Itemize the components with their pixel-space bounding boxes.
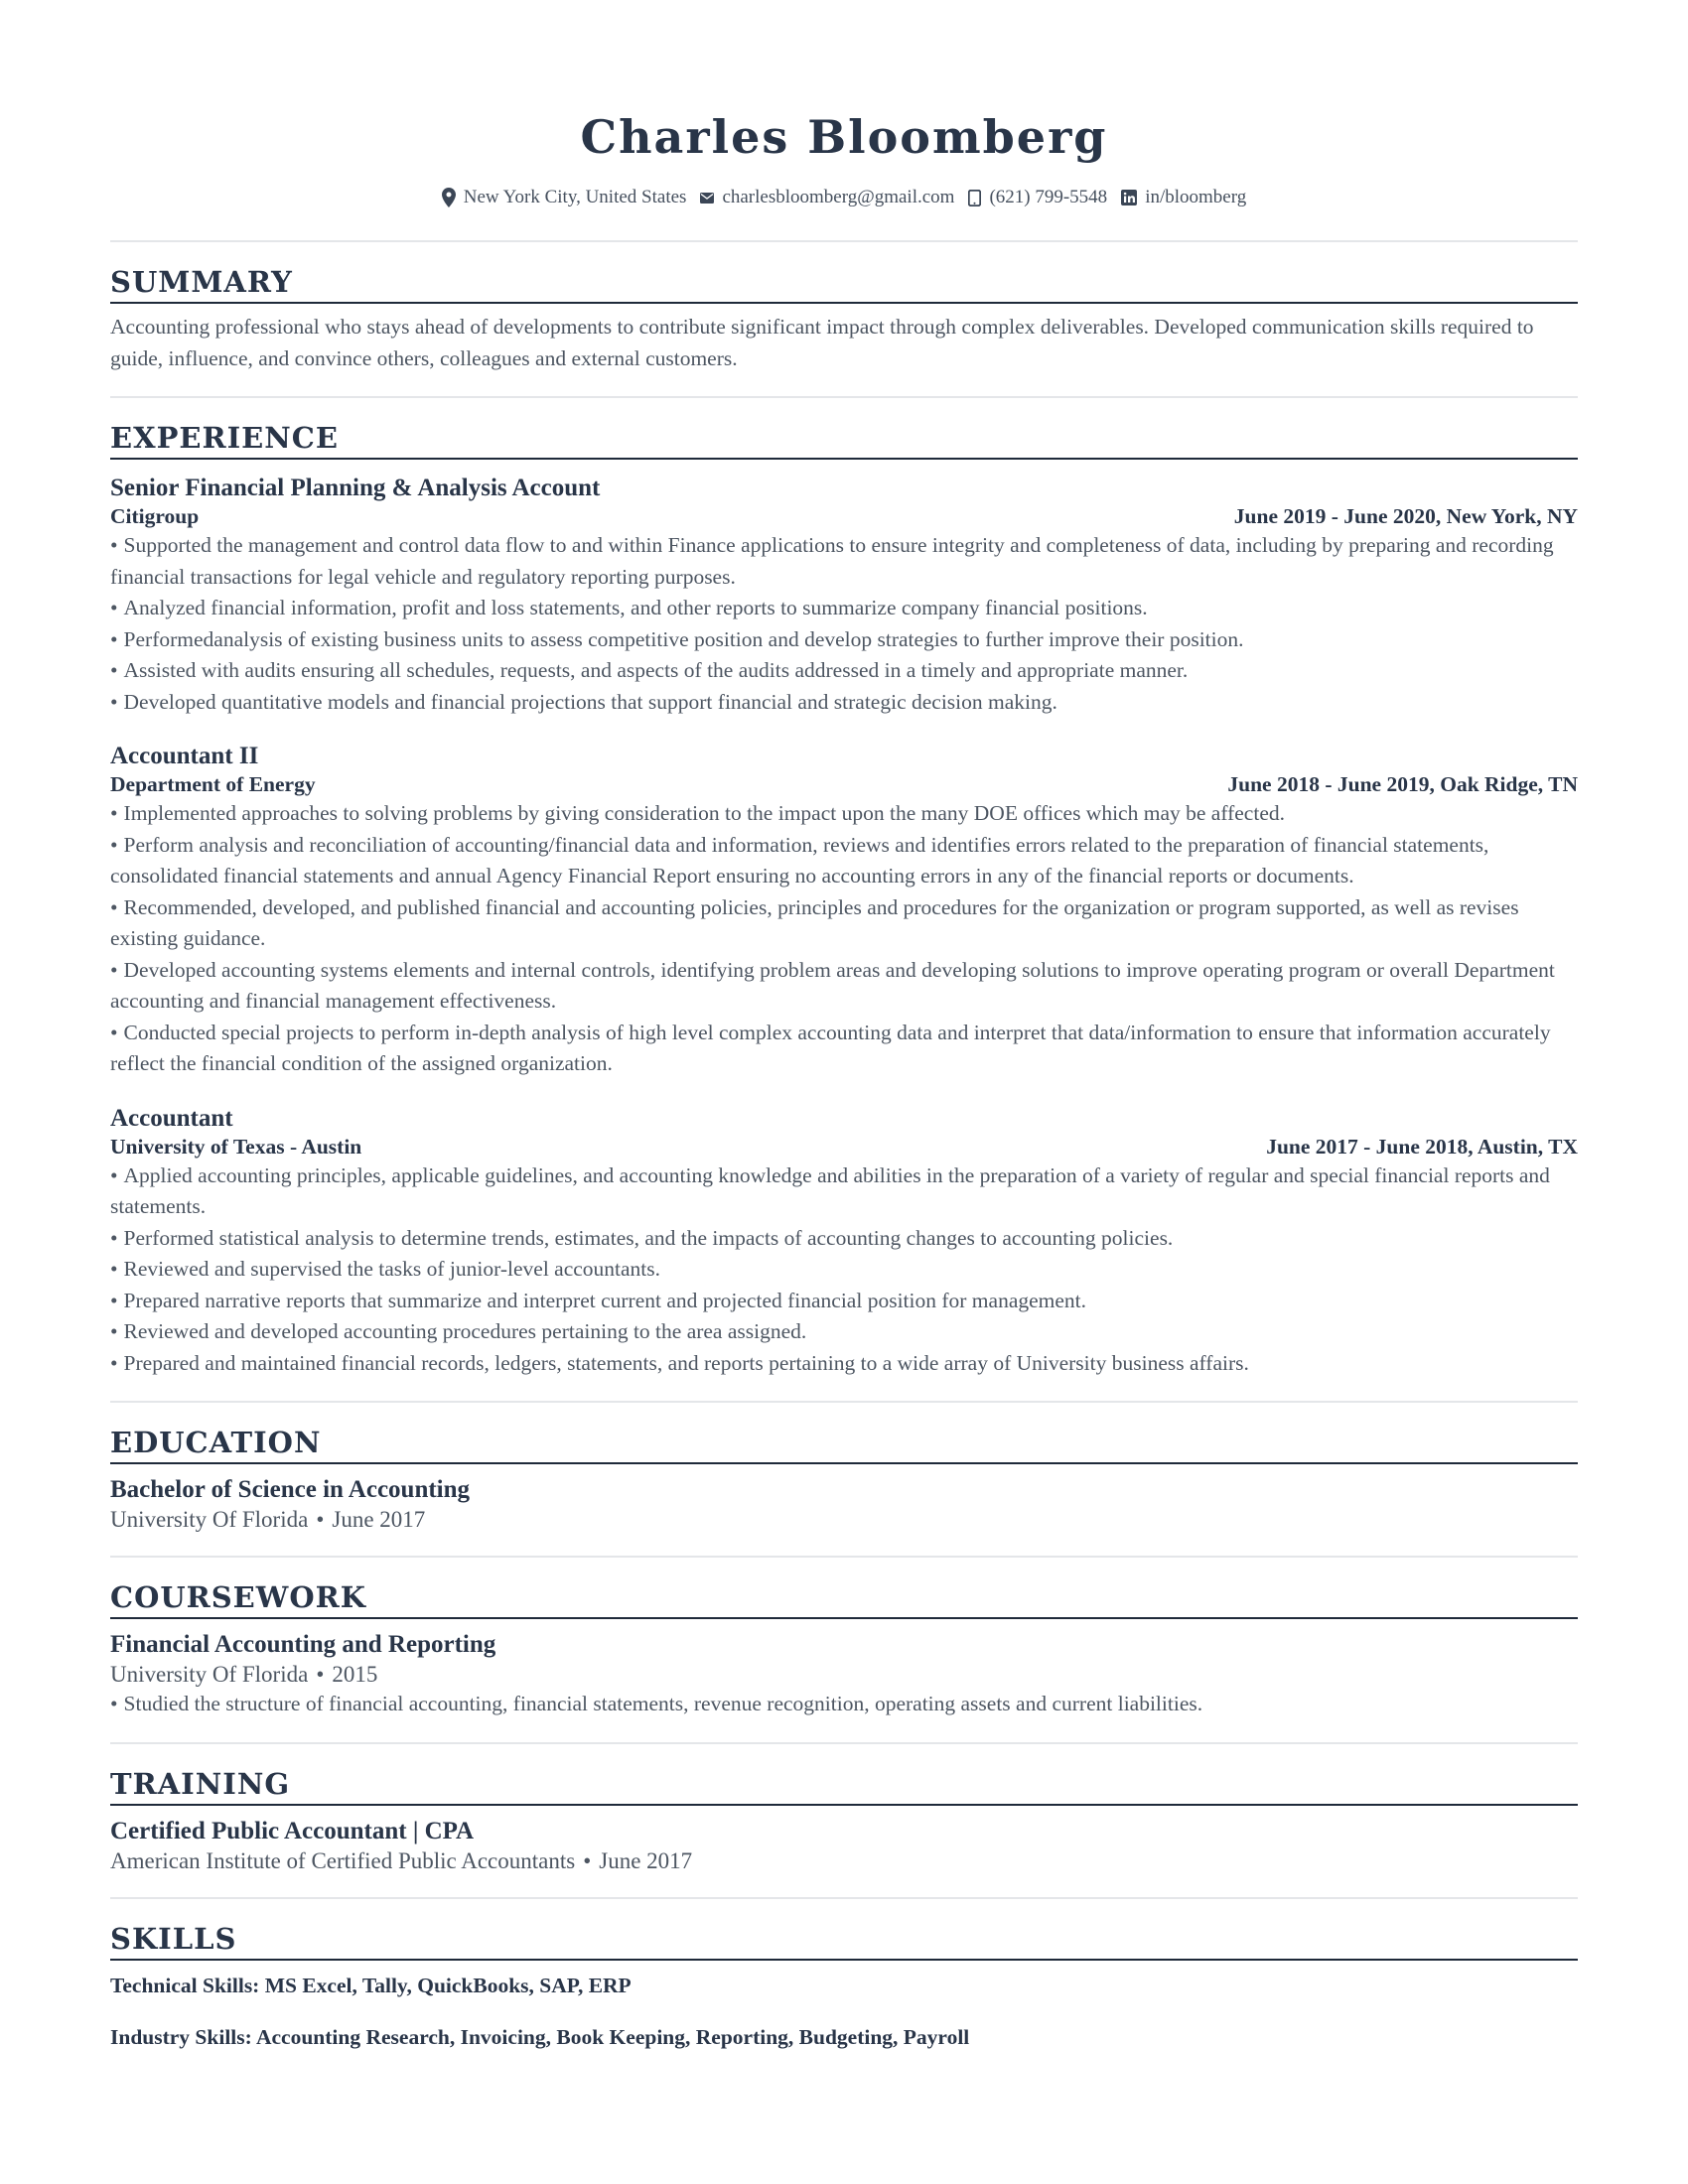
bullet-item: • Applied accounting principles, applicable guidelines, and accounting knowledge and abilities in the preparation of a variety of regular and special financial reports and statements.	[110, 1162, 1550, 1218]
candidate-name: Charles Bloomberg	[580, 110, 1108, 164]
bullet-item: • Performed statistical analysis to determine trends, estimates, and the impacts of accounting changes to accounting policies.	[110, 1225, 1174, 1250]
bullet-item: • Perform analysis and reconciliation of accounting/financial data and information, reviews and identifies errors related to the preparation of financial statements, consolidated financial statements and annual Agency Financial Report ensuring no accounting errors in any of the financial reports or documents.	[110, 832, 1489, 887]
job-company: Department of Energy	[110, 772, 316, 796]
summary-heading: SUMMARY	[110, 264, 1578, 304]
bullet-item: • Reviewed and developed accounting procedures pertaining to the area assigned.	[110, 1319, 807, 1343]
education-meta: University Of Florida • June 2017	[110, 1507, 426, 1532]
contact-phone[interactable]	[968, 187, 1107, 208]
job-period: June 2018 - June 2019, Oak Ridge, TN	[1227, 772, 1578, 796]
bullet-item: • Performedanalysis of existing business units to assess competitive position and develop strategies to further improve their position.	[110, 626, 1244, 651]
bullet-item: • Reviewed and supervised the tasks of junior-level accountants.	[110, 1257, 661, 1281]
location-text: New York City, United States	[463, 187, 687, 207]
job-title: Accountant II	[110, 743, 259, 769]
bullet-item: • Analyzed financial information, profit and loss statements, and other reports to summarize company financial positions.	[110, 596, 1148, 619]
contact-bar	[110, 187, 1578, 208]
job-period: June 2017 - June 2018, Austin, TX	[1266, 1134, 1578, 1159]
location-pin-icon	[442, 188, 456, 207]
phone-icon	[968, 190, 981, 206]
bullet-item: • Studied the structure of financial accounting, financial statements, revenue recognition, operating assets and current liabilities.	[110, 1692, 1203, 1715]
email-text: charlesbloomberg@gmail.com	[722, 187, 955, 207]
technical-skills: Technical Skills: MS Excel, Tally, QuickBooks, SAP, ERP	[110, 1973, 632, 1997]
education-heading: EDUCATION	[110, 1425, 1578, 1464]
degree-title: Bachelor of Science in Accounting	[110, 1476, 471, 1503]
section-divider	[110, 1556, 1578, 1558]
contact-email[interactable]	[700, 187, 954, 208]
header-divider	[110, 240, 1578, 242]
industry-skills: Industry Skills: Accounting Research, Invoicing, Book Keeping, Reporting, Budgeting, Payroll	[110, 2024, 970, 2049]
email-icon	[700, 193, 714, 204]
summary-section	[110, 264, 1578, 374]
experience-section	[110, 420, 1578, 1379]
job-bullets	[110, 1160, 1578, 1380]
contact-linkedin[interactable]	[1121, 187, 1246, 208]
section-divider	[110, 1897, 1578, 1899]
course-bullets	[110, 1689, 1578, 1720]
linkedin-icon	[1121, 190, 1137, 205]
bullet-item: • Developed quantitative models and financial projections that support financial and strategic decision making.	[110, 689, 1057, 714]
job-subheader	[110, 1134, 1578, 1160]
job-period: June 2019 - June 2020, New York, NY	[1233, 504, 1578, 528]
job-entry	[110, 742, 1578, 1080]
education-section	[110, 1425, 1578, 1534]
education-school: University Of Florida	[110, 1507, 309, 1532]
job-bullets	[110, 530, 1578, 718]
training-meta: American Institute of Certified Public Accountants • June 2017	[110, 1847, 693, 1873]
job-entry	[110, 1104, 1578, 1380]
job-title: Accountant	[110, 1104, 233, 1132]
phone-text: (621) 799-5548	[989, 187, 1108, 207]
training-section	[110, 1766, 1578, 1875]
training-heading: TRAINING	[110, 1766, 1578, 1806]
section-divider	[110, 1401, 1578, 1403]
skills-section	[110, 1921, 1578, 2052]
contact-location	[442, 187, 687, 208]
coursework-section	[110, 1579, 1578, 1720]
bullet-item: • Supported the management and control data flow to and within Finance applications to ensure integrity and completeness of data, including by preparing and recording financial transactions for legal vehicle and regulatory reporting purposes.	[110, 533, 1554, 589]
skills-heading: SKILLS	[110, 1921, 1578, 1961]
training-date: June 2017	[599, 1847, 693, 1873]
bullet-item: • Assisted with audits ensuring all schedules, requests, and aspects of the audits addressed in a timely and appropriate manner.	[110, 658, 1189, 682]
course-meta: University Of Florida • 2015	[110, 1662, 378, 1687]
section-divider	[110, 1742, 1578, 1744]
bullet-item: • Recommended, developed, and published financial and accounting policies, principles and procedures for the organization or program supported, as well as revises existing guidance.	[110, 894, 1519, 950]
coursework-heading: COURSEWORK	[110, 1579, 1578, 1619]
summary-text: Accounting professional who stays ahead of developments to contribute significant impact through complex deliverables. Developed communication skills required to guide, influence, and convince others, colleagues and external customers.	[110, 315, 1534, 370]
linkedin-text: in/bloomberg	[1145, 187, 1247, 207]
training-title: Certified Public Accountant | CPA	[110, 1817, 475, 1844]
education-date: June 2017	[332, 1507, 426, 1532]
job-company: Citigroup	[110, 504, 200, 528]
job-subheader	[110, 771, 1578, 798]
course-year: 2015	[332, 1662, 378, 1687]
training-institution: American Institute of Certified Public Accountants	[110, 1847, 576, 1873]
bullet-item: • Prepared and maintained financial records, ledgers, statements, and reports pertaining to a wide array of University business affairs.	[110, 1350, 1249, 1375]
job-title: Senior Financial Planning & Analysis Account	[110, 475, 601, 501]
course-title: Financial Accounting and Reporting	[110, 1631, 496, 1658]
bullet-item: • Prepared narrative reports that summarize and interpret current and projected financial position for management.	[110, 1288, 1087, 1312]
bullet-item: • Developed accounting systems elements and internal controls, identifying problem areas and developing solutions to improve operating program or overall Department accounting and financial management effectiveness.	[110, 957, 1555, 1013]
job-company: University of Texas - Austin	[110, 1134, 362, 1159]
job-entry	[110, 474, 1578, 718]
job-subheader	[110, 503, 1578, 530]
course-school: University Of Florida	[110, 1662, 309, 1687]
bullet-item: • Implemented approaches to solving problems by giving consideration to the impact upon the many DOE offices which may be affected.	[110, 801, 1285, 825]
bullet-item: • Conducted special projects to perform in-depth analysis of high level complex accounting data and interpret that data/information to ensure that information accurately reflect the financial condition of the assigned organization.	[110, 1020, 1551, 1075]
experience-heading: EXPERIENCE	[110, 420, 1578, 460]
job-bullets	[110, 798, 1578, 1080]
section-divider	[110, 396, 1578, 398]
